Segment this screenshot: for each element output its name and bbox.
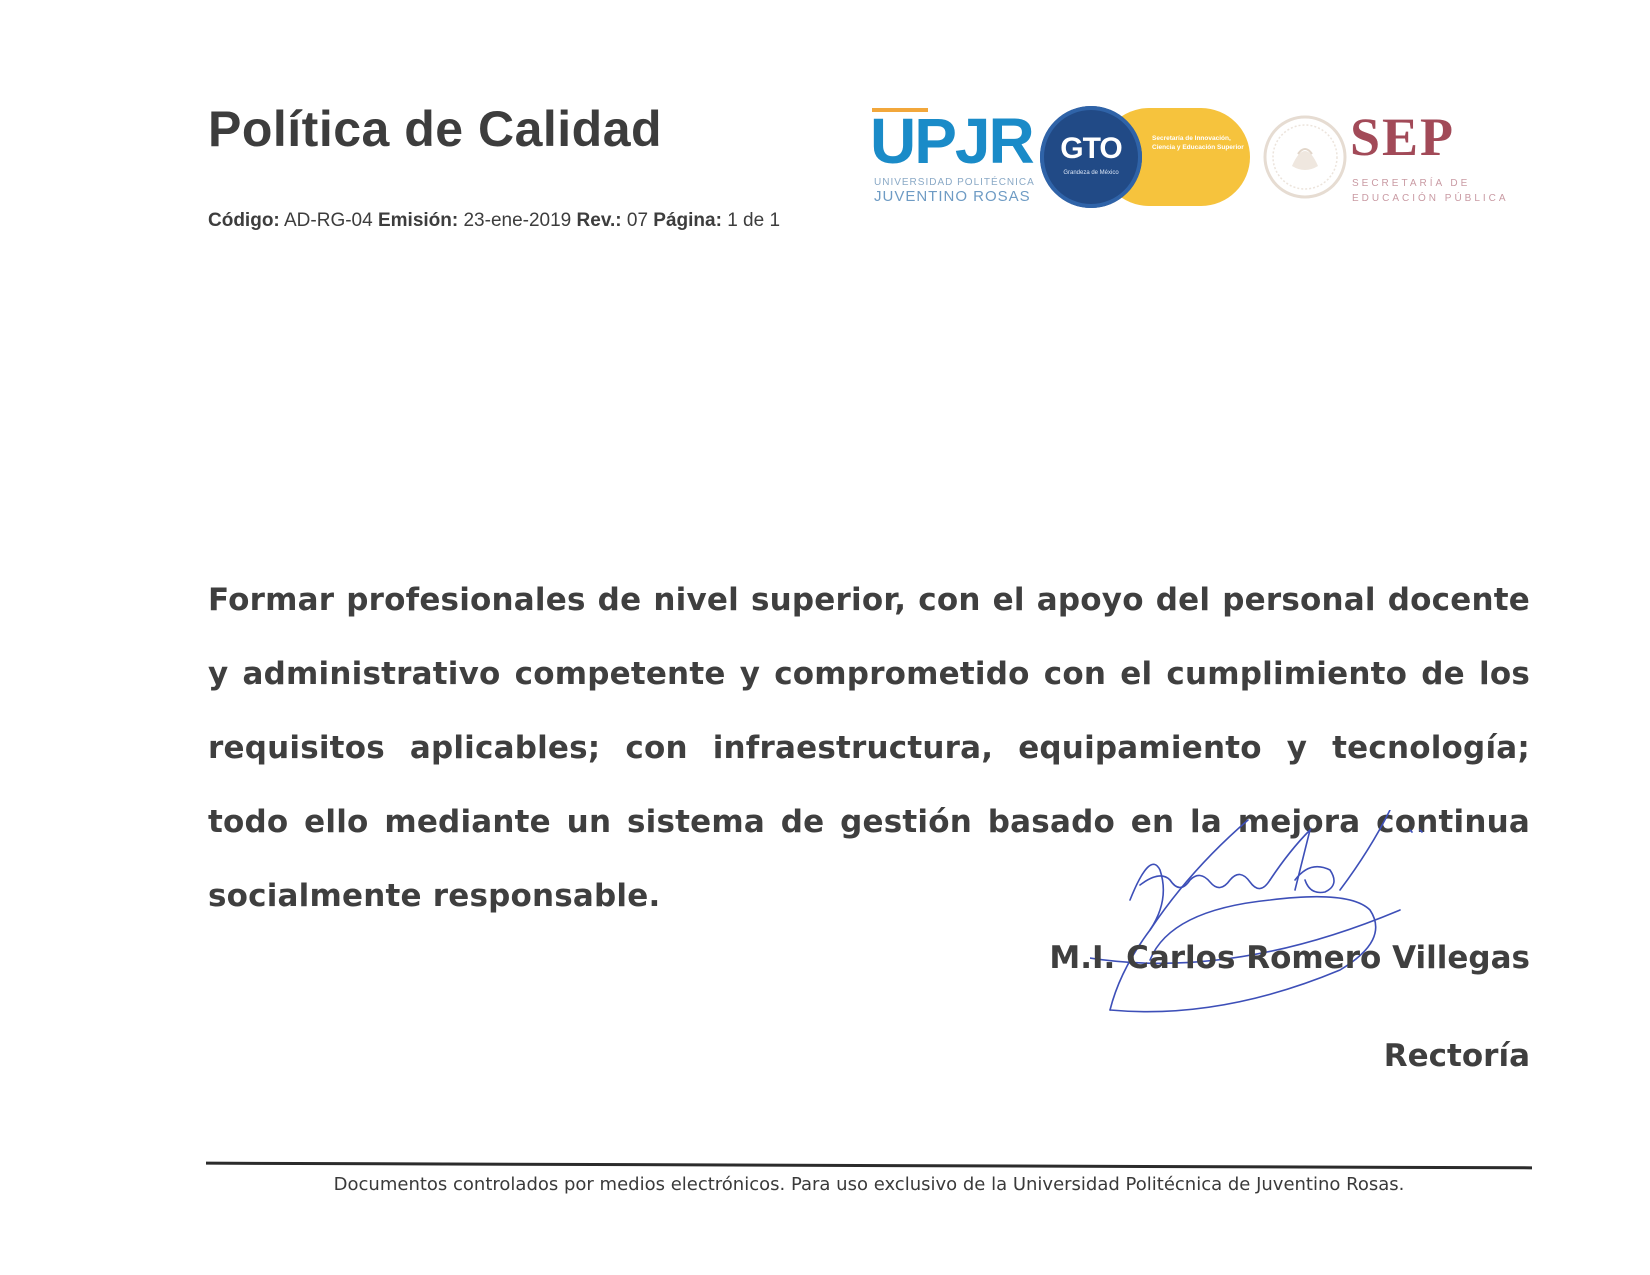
sep-wordmark: SEP [1350, 107, 1456, 167]
rev-label: Rev.: [576, 210, 622, 231]
gto-circle-badge [1040, 106, 1142, 208]
quality-policy-text: Formar profesionales de nivel superior, con el apoyo del personal docente y administrativo competente y comprometido con el cumplimiento de los requisitos aplicables; con infraestructura, equipamiento y tecnología; todo ello mediante un sistema de gestión basado en la mejora continua socialmente responsable. [208, 582, 1530, 914]
emision-value: 23-ene-2019 [463, 210, 572, 231]
sep-subtitle-2: EDUCACIÓN PÚBLICA [1352, 193, 1509, 204]
sep-subtitle-1: SECRETARÍA DE [1352, 178, 1471, 189]
gto-wordmark: GTO [1060, 132, 1122, 165]
gto-tagline: Grandeza de México [1063, 170, 1119, 176]
footer-disclaimer: Documentos controlados por medios electrónicos. Para uso exclusivo de la Universidad Politécnica de Juventino Rosas. [333, 1174, 1405, 1195]
upjr-subtitle-2: JUVENTINO ROSAS [874, 188, 1031, 205]
codigo-value: AD-RG-04 [284, 210, 373, 231]
document-title: Política de Calidad [208, 101, 663, 157]
gto-secretaria-text: Secretaría de Innovación, Ciencia y Educación Superior [1152, 135, 1244, 151]
gto-logo [1040, 106, 1250, 208]
footer-divider [206, 1162, 1532, 1170]
upjr-logo [870, 100, 1040, 210]
national-seal-icon [1262, 114, 1348, 200]
document-meta [208, 210, 780, 232]
rev-value: 07 [626, 210, 649, 231]
pagina-value: 1 de 1 [727, 210, 781, 231]
sep-subtitle [1352, 176, 1509, 206]
header-logos [870, 100, 1530, 215]
upjr-subtitle-1: UNIVERSIDAD POLITÉCNICA [874, 177, 1035, 188]
pagina-label: Página: [653, 210, 722, 231]
signer-name: M.I. Carlos Romero Villegas [1049, 940, 1530, 976]
codigo-label: Código: [208, 210, 280, 231]
emision-label: Emisión: [377, 210, 459, 231]
upjr-wordmark: UPJR [870, 105, 1033, 177]
signer-role: Rectoría [1383, 1038, 1530, 1074]
